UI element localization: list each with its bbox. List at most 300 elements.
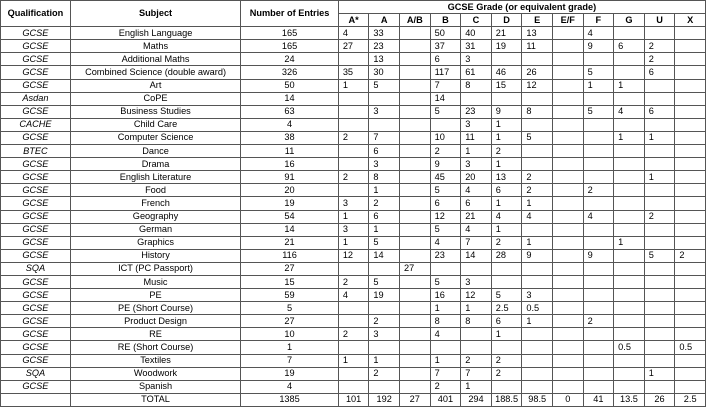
grade-cell <box>400 197 431 210</box>
grade-cell: 46 <box>491 66 522 79</box>
subject-cell: Dance <box>70 145 240 158</box>
grade-cell: 2 <box>369 197 400 210</box>
grade-cell <box>552 328 583 341</box>
qualification-cell: Asdan <box>1 92 71 105</box>
table-row <box>1 118 706 131</box>
qualification-cell: GCSE <box>1 236 71 249</box>
grade-cell <box>552 341 583 354</box>
grade-cell <box>522 158 553 171</box>
grade-cell <box>400 236 431 249</box>
grade-cell: 37 <box>430 40 461 53</box>
grade-cell <box>644 223 675 236</box>
grade-cell: 1 <box>491 118 522 131</box>
grade-cell <box>400 354 431 367</box>
grade-cell: 6 <box>369 210 400 223</box>
grade-cell <box>675 118 706 131</box>
grade-cell <box>400 171 431 184</box>
table-row <box>1 145 706 158</box>
subject-cell: Art <box>70 79 240 92</box>
grade-cell <box>614 289 645 302</box>
entries-cell: 21 <box>241 236 339 249</box>
grade-cell: 9 <box>522 249 553 262</box>
grade-cell <box>400 223 431 236</box>
grade-cell: 9 <box>583 40 614 53</box>
grade-cell: 3 <box>461 158 492 171</box>
qualification-cell: GCSE <box>1 53 71 66</box>
grade-cell <box>644 380 675 393</box>
entries-cell: 91 <box>241 171 339 184</box>
grade-cell <box>614 197 645 210</box>
grade-cell: 3 <box>338 197 369 210</box>
grade-cell: 8 <box>461 79 492 92</box>
grade-cell <box>614 145 645 158</box>
total-blank-cell <box>1 393 71 406</box>
grade-cell <box>491 53 522 66</box>
grade-cell: 1 <box>338 236 369 249</box>
qualification-cell: GCSE <box>1 131 71 144</box>
grade-cell <box>461 341 492 354</box>
grade-cell <box>491 341 522 354</box>
qualification-cell: SQA <box>1 367 71 380</box>
grade-cell: 117 <box>430 66 461 79</box>
grade-cell: 1 <box>522 236 553 249</box>
grade-cell <box>614 302 645 315</box>
grade-cell <box>644 328 675 341</box>
grade-cell: 6 <box>644 66 675 79</box>
grade-cell <box>552 27 583 40</box>
grade-cell: 2 <box>430 380 461 393</box>
grade-cell: 3 <box>461 53 492 66</box>
grade-column-header: F <box>583 14 614 27</box>
grade-cell: 40 <box>461 27 492 40</box>
grade-cell: 9 <box>583 249 614 262</box>
total-grade-cell: 101 <box>338 393 369 406</box>
grade-cell <box>614 354 645 367</box>
grade-cell <box>522 380 553 393</box>
grade-cell: 5 <box>522 131 553 144</box>
qualification-cell: GCSE <box>1 315 71 328</box>
grade-cell <box>552 158 583 171</box>
grade-cell: 6 <box>644 105 675 118</box>
total-grade-cell: 188.5 <box>491 393 522 406</box>
table-row <box>1 105 706 118</box>
grade-cell: 2 <box>522 171 553 184</box>
entries-cell: 59 <box>241 289 339 302</box>
grade-cell: 2 <box>338 131 369 144</box>
qualification-cell: BTEC <box>1 145 71 158</box>
grade-cell: 6 <box>491 184 522 197</box>
grade-cell: 2 <box>583 315 614 328</box>
grade-cell: 2 <box>583 184 614 197</box>
grade-cell <box>583 158 614 171</box>
total-grade-cell: 401 <box>430 393 461 406</box>
qualification-cell: GCSE <box>1 27 71 40</box>
grade-cell <box>614 210 645 223</box>
entries-cell: 27 <box>241 315 339 328</box>
grade-cell: 1 <box>491 197 522 210</box>
grade-cell: 30 <box>369 66 400 79</box>
grade-cell <box>614 249 645 262</box>
grade-cell <box>461 262 492 275</box>
grade-cell: 13 <box>491 171 522 184</box>
qualification-cell: GCSE <box>1 249 71 262</box>
grade-cell <box>338 341 369 354</box>
grade-cell <box>552 131 583 144</box>
grade-cell <box>644 27 675 40</box>
grade-cell <box>400 105 431 118</box>
grade-cell: 1 <box>369 354 400 367</box>
grade-cell: 1 <box>614 236 645 249</box>
entries-cell: 11 <box>241 145 339 158</box>
grade-cell: 21 <box>461 210 492 223</box>
entries-cell: 24 <box>241 53 339 66</box>
grade-cell: 1 <box>491 131 522 144</box>
grade-cell <box>552 275 583 288</box>
entries-cell: 4 <box>241 380 339 393</box>
grade-cell: 5 <box>369 236 400 249</box>
grade-cell: 23 <box>461 105 492 118</box>
total-grade-cell: 98.5 <box>522 393 553 406</box>
grade-cell <box>675 210 706 223</box>
grade-cell: 2 <box>644 53 675 66</box>
grade-cell: 3 <box>461 275 492 288</box>
table-row <box>1 210 706 223</box>
grade-cell <box>583 302 614 315</box>
grade-cell: 2 <box>522 184 553 197</box>
total-grade-cell: 0 <box>552 393 583 406</box>
grade-cell <box>675 315 706 328</box>
grade-cell <box>583 354 614 367</box>
grade-cell <box>614 380 645 393</box>
grade-cell <box>675 262 706 275</box>
grade-column-header: A <box>369 14 400 27</box>
grade-cell <box>583 223 614 236</box>
table-row <box>1 92 706 105</box>
grade-cell <box>400 328 431 341</box>
grade-cell: 35 <box>338 66 369 79</box>
grade-cell <box>675 145 706 158</box>
table-row <box>1 380 706 393</box>
grade-cell: 61 <box>461 66 492 79</box>
grade-column-header: X <box>675 14 706 27</box>
grade-cell: 3 <box>369 328 400 341</box>
grade-cell <box>644 354 675 367</box>
grade-cell: 3 <box>369 158 400 171</box>
grade-column-header: U <box>644 14 675 27</box>
table-row <box>1 249 706 262</box>
grade-cell <box>675 92 706 105</box>
grade-cell: 14 <box>369 249 400 262</box>
grade-cell <box>675 66 706 79</box>
grade-cell <box>491 275 522 288</box>
qualification-cell: GCSE <box>1 354 71 367</box>
grade-cell: 5 <box>369 275 400 288</box>
grade-cell <box>583 262 614 275</box>
grade-cell: 1 <box>369 223 400 236</box>
grade-cell: 2.5 <box>491 302 522 315</box>
grade-cell: 28 <box>491 249 522 262</box>
grade-cell: 1 <box>644 171 675 184</box>
grade-cell <box>400 79 431 92</box>
grade-cell <box>400 249 431 262</box>
grade-cell: 4 <box>522 210 553 223</box>
grade-cell <box>400 289 431 302</box>
grade-cell: 3 <box>522 289 553 302</box>
grade-column-header: C <box>461 14 492 27</box>
grade-cell <box>369 341 400 354</box>
grade-column-header: A/B <box>400 14 431 27</box>
grade-cell <box>400 302 431 315</box>
subject-cell: PE <box>70 289 240 302</box>
grade-cell <box>644 302 675 315</box>
grade-cell: 12 <box>461 289 492 302</box>
grade-cell <box>675 275 706 288</box>
grade-cell: 5 <box>491 289 522 302</box>
grade-cell <box>338 184 369 197</box>
subject-cell: Graphics <box>70 236 240 249</box>
grade-cell <box>552 315 583 328</box>
grade-cell <box>644 289 675 302</box>
qualification-cell: GCSE <box>1 341 71 354</box>
grade-cell: 1 <box>491 328 522 341</box>
grade-cell: 8 <box>522 105 553 118</box>
grade-cell <box>644 197 675 210</box>
entries-cell: 27 <box>241 262 339 275</box>
grade-cell <box>522 118 553 131</box>
grade-cell: 13 <box>369 53 400 66</box>
grade-cell: 5 <box>583 66 614 79</box>
grade-cell: 16 <box>430 289 461 302</box>
grade-cell <box>614 223 645 236</box>
grade-cell <box>430 341 461 354</box>
grade-cell: 3 <box>369 105 400 118</box>
grade-cell <box>400 184 431 197</box>
table-row <box>1 341 706 354</box>
grade-cell <box>614 275 645 288</box>
grade-cell <box>552 79 583 92</box>
qualification-cell: GCSE <box>1 184 71 197</box>
grade-cell <box>552 66 583 79</box>
grade-cell <box>522 367 553 380</box>
subject-cell: French <box>70 197 240 210</box>
grade-cell: 4 <box>491 210 522 223</box>
grade-cell <box>644 236 675 249</box>
table-row <box>1 184 706 197</box>
qualification-cell: GCSE <box>1 197 71 210</box>
grade-cell <box>552 197 583 210</box>
table-row <box>1 367 706 380</box>
total-row <box>1 393 706 406</box>
qualification-cell: GCSE <box>1 105 71 118</box>
grade-cell <box>400 275 431 288</box>
grade-cell: 1 <box>644 131 675 144</box>
entries-cell: 19 <box>241 197 339 210</box>
grade-cell <box>400 53 431 66</box>
grade-cell <box>338 158 369 171</box>
grade-cell: 2 <box>430 145 461 158</box>
grade-cell <box>583 145 614 158</box>
entries-header: Number of Entries <box>241 1 339 27</box>
grade-cell: 2 <box>338 171 369 184</box>
grade-cell <box>675 171 706 184</box>
qualification-cell: CACHE <box>1 118 71 131</box>
grade-cell: 50 <box>430 27 461 40</box>
grade-cell: 2 <box>369 315 400 328</box>
grade-cell: 20 <box>461 171 492 184</box>
grade-cell <box>369 262 400 275</box>
grade-cell <box>644 145 675 158</box>
grade-column-header: E/F <box>552 14 583 27</box>
grade-cell: 2 <box>461 354 492 367</box>
grade-cell <box>675 328 706 341</box>
grade-cell <box>644 184 675 197</box>
qualification-cell: GCSE <box>1 210 71 223</box>
grade-cell: 9 <box>491 105 522 118</box>
subject-cell: German <box>70 223 240 236</box>
grade-cell <box>583 328 614 341</box>
grade-cell <box>400 341 431 354</box>
total-label: TOTAL <box>70 393 240 406</box>
grade-cell <box>583 275 614 288</box>
grade-cell: 1 <box>583 79 614 92</box>
grade-cell: 45 <box>430 171 461 184</box>
grade-cell <box>552 302 583 315</box>
grade-cell: 6 <box>491 315 522 328</box>
grade-cell: 33 <box>369 27 400 40</box>
grade-cell <box>614 315 645 328</box>
subject-cell: ICT (PC Passport) <box>70 262 240 275</box>
grade-cell: 1 <box>338 79 369 92</box>
grade-cell: 4 <box>583 27 614 40</box>
grade-group-header: GCSE Grade (or equivalent grade) <box>338 1 705 14</box>
grade-cell: 12 <box>522 79 553 92</box>
grade-cell <box>338 105 369 118</box>
grade-cell: 2 <box>675 249 706 262</box>
qualification-cell: GCSE <box>1 66 71 79</box>
grade-cell <box>522 92 553 105</box>
table-row <box>1 40 706 53</box>
grade-cell: 3 <box>338 223 369 236</box>
grade-cell <box>369 118 400 131</box>
entries-cell: 1 <box>241 341 339 354</box>
grade-cell <box>583 171 614 184</box>
grade-cell <box>400 158 431 171</box>
entries-cell: 63 <box>241 105 339 118</box>
grade-cell <box>583 53 614 66</box>
grade-column-header: D <box>491 14 522 27</box>
total-grade-cell: 26 <box>644 393 675 406</box>
entries-cell: 14 <box>241 223 339 236</box>
grade-cell <box>369 92 400 105</box>
total-grade-cell: 13.5 <box>614 393 645 406</box>
grade-cell <box>583 118 614 131</box>
grade-cell <box>675 354 706 367</box>
grade-cell: 2 <box>644 40 675 53</box>
grade-cell: 27 <box>338 40 369 53</box>
grade-cell <box>430 118 461 131</box>
grade-cell: 6 <box>430 197 461 210</box>
subject-cell: English Language <box>70 27 240 40</box>
grade-cell <box>552 289 583 302</box>
entries-cell: 54 <box>241 210 339 223</box>
grade-cell <box>461 92 492 105</box>
grade-cell: 8 <box>369 171 400 184</box>
grade-cell: 2 <box>491 236 522 249</box>
grade-cell: 26 <box>522 66 553 79</box>
grade-cell <box>583 289 614 302</box>
qualification-cell: GCSE <box>1 289 71 302</box>
qualification-cell: GCSE <box>1 275 71 288</box>
table-row <box>1 236 706 249</box>
grade-cell <box>583 131 614 144</box>
qualification-cell: GCSE <box>1 302 71 315</box>
entries-cell: 7 <box>241 354 339 367</box>
grade-cell: 15 <box>491 79 522 92</box>
grade-cell: 21 <box>491 27 522 40</box>
qualification-cell: SQA <box>1 262 71 275</box>
entries-cell: 4 <box>241 118 339 131</box>
grade-cell <box>552 236 583 249</box>
grade-cell: 2 <box>491 145 522 158</box>
entries-cell: 116 <box>241 249 339 262</box>
table-row <box>1 289 706 302</box>
subject-cell: Additional Maths <box>70 53 240 66</box>
table-row <box>1 66 706 79</box>
total-grade-cell: 294 <box>461 393 492 406</box>
grade-cell <box>583 380 614 393</box>
qualification-cell: GCSE <box>1 40 71 53</box>
qualification-cell: GCSE <box>1 223 71 236</box>
grade-cell: 19 <box>491 40 522 53</box>
grade-cell <box>522 275 553 288</box>
grade-cell: 3 <box>461 118 492 131</box>
subject-cell: Child Care <box>70 118 240 131</box>
entries-cell: 326 <box>241 66 339 79</box>
grade-cell <box>491 92 522 105</box>
qualification-cell: GCSE <box>1 380 71 393</box>
grade-cell <box>644 79 675 92</box>
grade-cell: 19 <box>369 289 400 302</box>
grade-cell <box>675 302 706 315</box>
grade-cell: 5 <box>430 223 461 236</box>
qualification-cell: GCSE <box>1 158 71 171</box>
entries-cell: 16 <box>241 158 339 171</box>
subject-cell: Business Studies <box>70 105 240 118</box>
grade-cell <box>614 158 645 171</box>
grade-cell <box>522 341 553 354</box>
grade-cell: 1 <box>522 197 553 210</box>
grade-cell: 1 <box>491 223 522 236</box>
subject-cell: English Literature <box>70 171 240 184</box>
grade-cell: 1 <box>644 367 675 380</box>
grade-cell: 2 <box>491 354 522 367</box>
grade-cell: 4 <box>614 105 645 118</box>
grade-cell: 4 <box>338 289 369 302</box>
grade-cell <box>675 197 706 210</box>
grade-cell: 7 <box>430 79 461 92</box>
grade-cell <box>430 262 461 275</box>
grade-cell: 1 <box>461 145 492 158</box>
subject-cell: PE (Short Course) <box>70 302 240 315</box>
grade-cell <box>400 92 431 105</box>
grade-column-header: E <box>522 14 553 27</box>
entries-cell: 20 <box>241 184 339 197</box>
grade-cell <box>338 302 369 315</box>
entries-cell: 10 <box>241 328 339 341</box>
grade-cell <box>675 223 706 236</box>
grade-cell <box>522 145 553 158</box>
grade-cell <box>400 118 431 131</box>
